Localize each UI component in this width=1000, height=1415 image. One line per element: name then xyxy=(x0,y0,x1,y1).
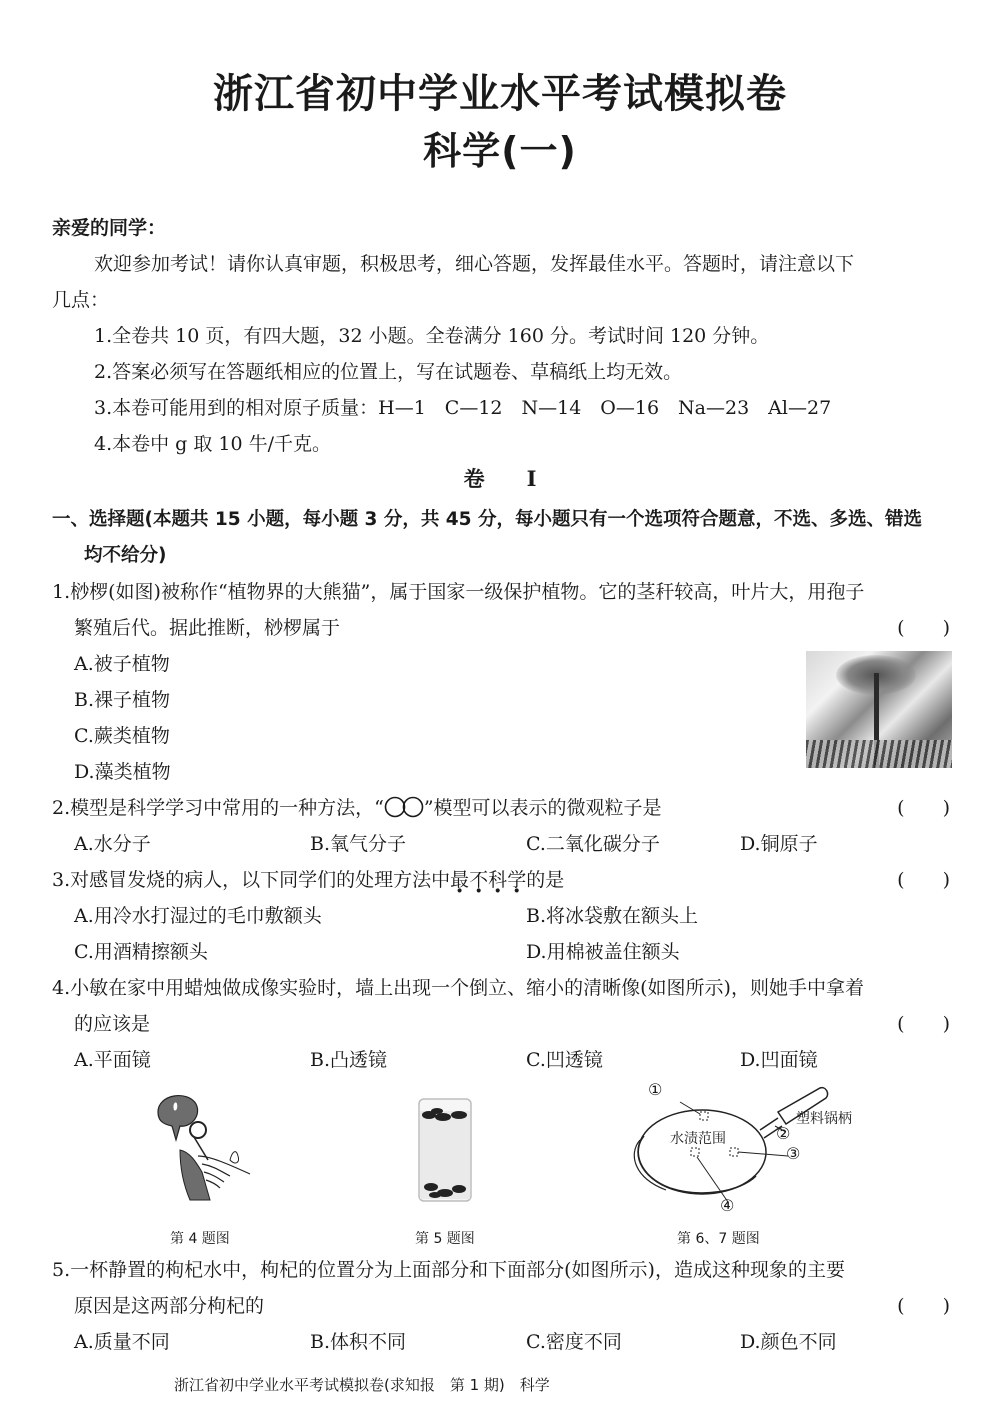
question-1-stem-line-1: 1.桫椤(如图)被称作“植物界的大熊猫”，属于国家一级保护植物。它的茎秆较高，叶片大，用孢子 xyxy=(52,581,865,603)
question-3-option-c: C.用酒精擦额头 xyxy=(74,941,208,963)
figure-4-caption: 第 4 题图 xyxy=(170,1231,230,1247)
candle-flame-icon xyxy=(230,1152,239,1163)
emphasis-char: 不 xyxy=(469,869,489,891)
welcome-line-2: 几点： xyxy=(52,289,110,311)
page-footer: 浙江省初中学业水平考试模拟卷(求知报 第 1 期) 科学 xyxy=(174,1376,550,1394)
question-2-option-d: D.铜原子 xyxy=(740,833,818,855)
question-2-option-a: A.水分子 xyxy=(74,833,151,855)
section-heading-line-1: 一、选择题(本题共 15 小题，每小题 3 分，共 45 分，每小题只有一个选项符合题意，不选、多选、错选 xyxy=(52,509,922,530)
question-2-stem-after: ”模型可以表示的微观粒子是 xyxy=(423,797,662,819)
question-4-option-b: B.凸透镜 xyxy=(310,1049,388,1071)
question-4-option-d: D.凹面镜 xyxy=(740,1049,818,1071)
welcome-line-1: 欢迎参加考试！请你认真审题，积极思考，细心答题，发挥最佳水平。答题时，请注意以下 xyxy=(94,253,855,275)
exam-subtitle: 科学(一) xyxy=(423,129,577,173)
section-label: 卷 Ⅰ xyxy=(463,466,537,491)
question-2-stem-before: 2.模型是科学学习中常用的一种方法，“ xyxy=(52,797,384,819)
question-3-stem-after: 的是 xyxy=(526,869,565,891)
point-4-label: ④ xyxy=(720,1196,735,1215)
water-stain-label: 水渍范围 xyxy=(670,1131,726,1147)
question-3-option-b: B.将冰袋敷在额头上 xyxy=(526,905,699,927)
figure-5-goji-water-glass xyxy=(415,1095,475,1205)
question-3-option-d: D.用棉被盖住额头 xyxy=(526,941,680,963)
plastic-handle-label: 塑料锅柄 xyxy=(796,1111,852,1127)
question-3-stem-before: 3.对感冒发烧的病人，以下同学们的处理方法中 xyxy=(52,869,451,891)
emphasis-char: 最 xyxy=(450,869,470,891)
point-1-label: ① xyxy=(648,1080,663,1099)
question-5-option-c: C.密度不同 xyxy=(526,1331,622,1353)
tree-fern-undergrowth xyxy=(806,740,952,768)
question-4-option-c: C.凹透镜 xyxy=(526,1049,603,1071)
question-5-option-a: A.质量不同 xyxy=(74,1331,170,1353)
point-3-label: ③ xyxy=(786,1144,801,1163)
pan-drawing xyxy=(630,1080,880,1220)
question-1-option-d: D.藻类植物 xyxy=(74,761,171,783)
hand-fingers xyxy=(198,1156,250,1188)
question-1-answer-blank: ( ) xyxy=(897,617,950,639)
question-3-answer-blank: ( ) xyxy=(897,869,950,891)
figure-6-7-caption: 第 6、7 题图 xyxy=(677,1231,760,1247)
greeting: 亲爱的同学： xyxy=(52,217,167,239)
exam-title: 浙江省初中学业水平考试模拟卷 xyxy=(213,71,787,117)
question-4-stem-line-2: 的应该是 xyxy=(74,1013,151,1035)
question-3-stem xyxy=(52,862,564,898)
lens-icon xyxy=(190,1122,206,1138)
question-1-option-c: C.蕨类植物 xyxy=(74,725,170,747)
note-4: 4.本卷中 g 取 10 牛/千克。 xyxy=(94,433,332,455)
two-atom-molecule-model-icon xyxy=(384,796,424,818)
emphasis-char: 学 xyxy=(507,869,527,891)
question-5-option-b: B.体积不同 xyxy=(310,1331,407,1353)
question-2-answer-blank: ( ) xyxy=(897,797,950,819)
question-5-stem-line-2: 原因是这两部分枸杞的 xyxy=(74,1295,265,1317)
section-heading-line-2: 均不给分) xyxy=(84,545,167,566)
figure-6-7-pan-diagram xyxy=(630,1080,880,1220)
emphasis-char: 科 xyxy=(488,869,508,891)
question-4-stem-line-1: 4.小敏在家中用蜡烛做成像实验时，墙上出现一个倒立、缩小的清晰像(如图所示)，则她手中拿着 xyxy=(52,977,864,999)
question-1-option-b: B.裸子植物 xyxy=(74,689,171,711)
question-1-stem-line-2: 繁殖后代。据此推断，桫椤属于 xyxy=(74,617,341,639)
question-2-stem xyxy=(52,790,662,826)
question-4-option-a: A.平面镜 xyxy=(74,1049,151,1071)
note-1: 1.全卷共 10 页，有四大题，32 小题。全卷满分 160 分。考试时间 120 分钟。 xyxy=(94,325,770,347)
figure-4-candle-lens-illustration xyxy=(150,1090,260,1205)
question-4-answer-blank: ( ) xyxy=(897,1013,950,1035)
point-2-label: ② xyxy=(776,1124,791,1143)
question-5-stem-line-1: 5.一杯静置的枸杞水中，枸杞的位置分为上面部分和下面部分(如图所示)，造成这种现象的主要 xyxy=(52,1259,845,1281)
question-3-option-a: A.用冷水打湿过的毛巾敷额头 xyxy=(74,905,322,927)
arm-sleeve xyxy=(180,1150,210,1200)
figure-5-caption: 第 5 题图 xyxy=(415,1231,475,1247)
tree-fern-photo xyxy=(806,651,952,768)
question-5-option-d: D.颜色不同 xyxy=(740,1331,837,1353)
note-2: 2.答案必须写在答题纸相应的位置上，写在试题卷、草稿纸上均无效。 xyxy=(94,361,683,383)
question-2-option-c: C.二氧化碳分子 xyxy=(526,833,660,855)
question-2-option-b: B.氧气分子 xyxy=(310,833,407,855)
note-3: 3.本卷可能用到的相对原子质量：H—1 C—12 N—14 O—16 Na—23 Al—27 xyxy=(94,397,832,419)
question-5-answer-blank: ( ) xyxy=(897,1295,950,1317)
question-1-option-a: A.被子植物 xyxy=(74,653,170,675)
